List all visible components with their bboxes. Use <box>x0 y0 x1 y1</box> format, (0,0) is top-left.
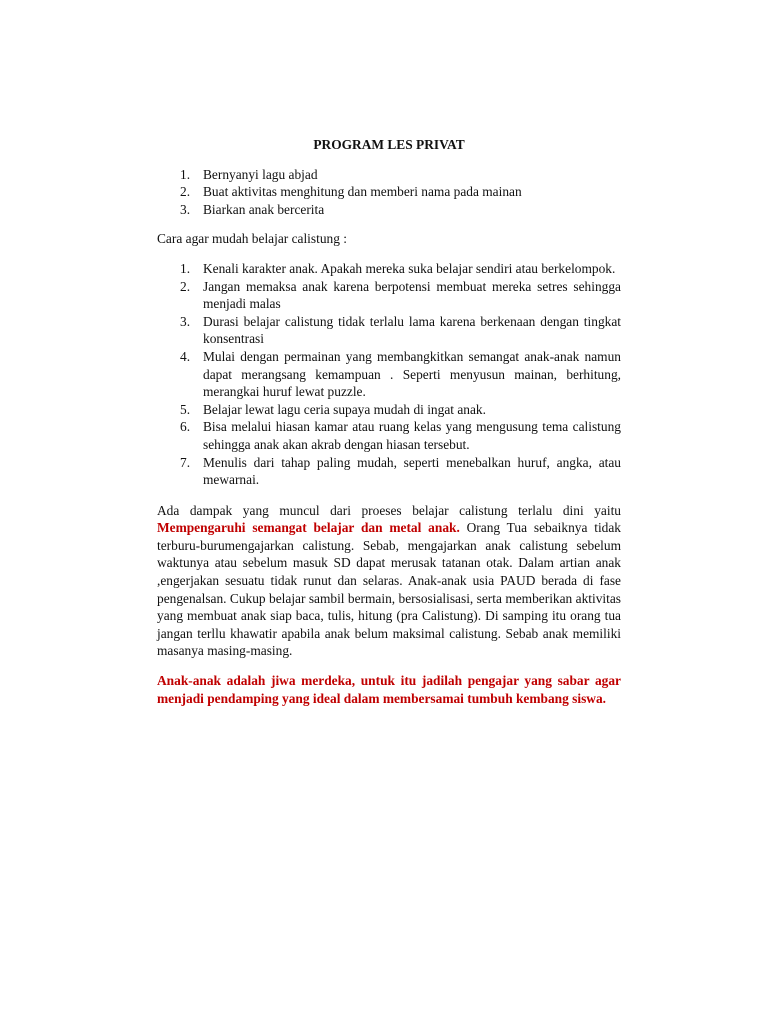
list-item-text: Bisa melalui hiasan kamar atau ruang kelas yang mengusung tema calistung sehingga anak akan akrab dengan hiasan tersebut. <box>203 419 621 452</box>
tips-list <box>157 260 621 489</box>
intro-text: Cara agar mudah belajar calistung : <box>157 231 347 247</box>
list-item-number: 1. <box>180 260 191 276</box>
list-item-text: Kenali karakter anak. Apakah mereka suka belajar sendiri atau berkelompok. <box>203 260 616 276</box>
paragraph-highlight: Mempengaruhi semangat belajar dan metal anak. <box>157 520 460 536</box>
list-item <box>157 454 621 489</box>
list-item-number: 5. <box>180 401 191 417</box>
list-item-number: 3. <box>180 201 191 217</box>
closing-statement: Anak-anak adalah jiwa merdeka, untuk itu jadilah pengajar yang sabar agar menjadi pendamping yang ideal dalam membersamai tumbuh kembang siswa. <box>157 673 621 706</box>
list-item-number: 3. <box>180 313 191 329</box>
list-item-number: 4. <box>180 348 191 364</box>
list-item <box>157 313 621 348</box>
list-item-number: 2. <box>180 278 191 294</box>
list-item-number: 2. <box>180 184 191 200</box>
list-item-number: 6. <box>180 419 191 435</box>
list-item <box>157 348 621 401</box>
list-item-text: Belajar lewat lagu ceria supaya mudah di ingat anak. <box>203 401 486 417</box>
list-item <box>157 183 621 201</box>
list-item-text: Mulai dengan permainan yang membangkitkan semangat anak-anak namun dapat merangsang kemampuan . Seperti menyusun mainan, berhitung, merangkai huruf lewat puzzle. <box>203 348 621 400</box>
list-item <box>157 201 621 219</box>
list-item-number: 7. <box>180 454 191 470</box>
list-item <box>157 401 621 419</box>
list-item-text: Durasi belajar calistung tidak terlalu lama karena berkenaan dengan tingkat konsentrasi <box>203 313 621 347</box>
list-item <box>157 278 621 313</box>
list-item-text: Biarkan anak bercerita <box>203 201 325 217</box>
list-item <box>157 260 621 278</box>
list-item-number: 1. <box>180 166 191 182</box>
list-item-text: Bernyanyi lagu abjad <box>203 166 318 182</box>
list-item <box>157 166 621 184</box>
list-item <box>157 418 621 453</box>
list-item-text: Jangan memaksa anak karena berpotensi membuat mereka setres sehingga menjadi malas <box>203 278 621 312</box>
list-item-text: Menulis dari tahap paling mudah, seperti menebalkan huruf, angka, atau mewarnai. <box>203 454 621 488</box>
program-list <box>157 166 621 219</box>
list-item-text: Buat aktivitas menghitung dan memberi nama pada mainan <box>203 184 522 200</box>
paragraph-text-end: Orang Tua sebaiknya tidak terburu-burumengajarkan calistung. Sebab, mengajarkan anak calistung sebelum waktunya atau sebelum masuk SD dapat merusak tatanan otak. Dalam artian anak ,engerjakan sesuatu tidak runut dan selaras. Anak-anak usia PAUD berada di fase pengenalsan. Cukup belajar sambil bermain, bersosialisasi, serta memberikan aktivitas yang membuat anak siap baca, tulis, hitung (pra Calistung). Di samping itu orang tua jangan terllu khawatir apabila anak belum maksimal calistung. Sebab anak memiliki masanya masing-masing. <box>157 520 621 659</box>
paragraph-text-start: Ada dampak yang muncul dari proeses belajar calistung terlalu dini yaitu <box>157 502 621 518</box>
document-page <box>157 136 621 707</box>
document-title: PROGRAM LES PRIVAT <box>313 137 465 152</box>
body-paragraph <box>157 502 621 660</box>
